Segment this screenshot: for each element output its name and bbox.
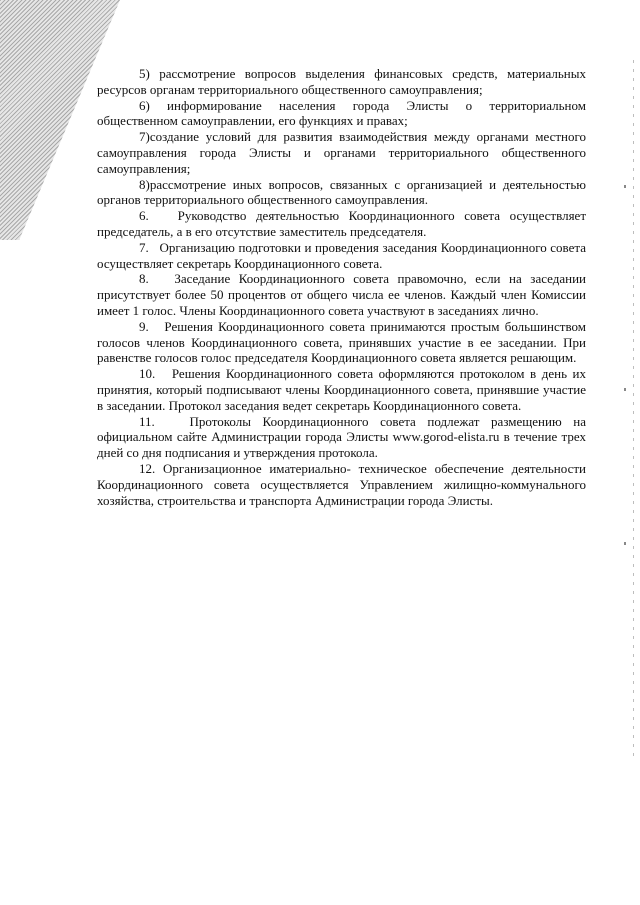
paragraph-item-6: 6) информирование населения города Элисты о территориальном общественном самоуправлении, его функциях и правах; [97, 97, 586, 129]
paragraph-item-8: 8)рассмотрение иных вопросов, связанных с организацией и деятельностью органов территориального общественного самоуправления. [97, 176, 586, 208]
scan-speck [624, 388, 626, 391]
paragraph-8: 8. Заседание Координационного совета правомочно, если на заседании присутствует более 50 процентов от общего числа ее членов. Каждый член Комиссии имеет 1 голос. Члены Координационного совета участвуют в заседаниях лично. [97, 271, 586, 318]
paragraph-11: 11. Протоколы Координационного совета подлежат размещению на официальном сайте Администрации города Элисты www.gorod-elista.ru в течение трех дней со дня подписания и утверждения протокола. [97, 413, 586, 461]
paragraph-9: 9. Решения Координационного совета принимаются простым большинством голосов членов Координационного совета, принявших участие в ее заседании. При равенстве голосов голос председателя Координационного совета является решающим. [97, 318, 586, 366]
scan-speck [624, 185, 626, 188]
paragraph-7: 7. Организацию подготовки и проведения заседания Координационного совета осуществляет секретарь Координационного совета. [97, 239, 586, 271]
document-page [97, 66, 586, 508]
scan-speck [624, 542, 626, 545]
paragraph-item-7: 7)создание условий для развития взаимодействия между органами местного самоуправления города Элисты и органами территориального общественного самоуправления; [97, 129, 586, 176]
paragraph-10: 10. Решения Координационного совета оформляются протоколом в день их принятия, который подписывают члены Координационного совета, принявшие участие в заседании. Протокол заседания ведет секретарь Координационного совета. [97, 366, 586, 413]
paragraph-6: 6. Руководство деятельностью Координационного совета осуществляет председатель, а в его отсутствие заместитель председателя. [97, 208, 586, 239]
paragraph-item-5: 5) рассмотрение вопросов выделения финансовых средств, материальных ресурсов органам территориального общественного самоуправления; [97, 66, 586, 97]
scan-edge-noise [633, 60, 634, 760]
paragraph-12: 12. Организационное иматериально- техническое обеспечение деятельности Координационного совета осуществляется Управлением жилищно-коммунального хозяйства, строительства и транспорта Администрации города Элисты. [97, 460, 586, 508]
